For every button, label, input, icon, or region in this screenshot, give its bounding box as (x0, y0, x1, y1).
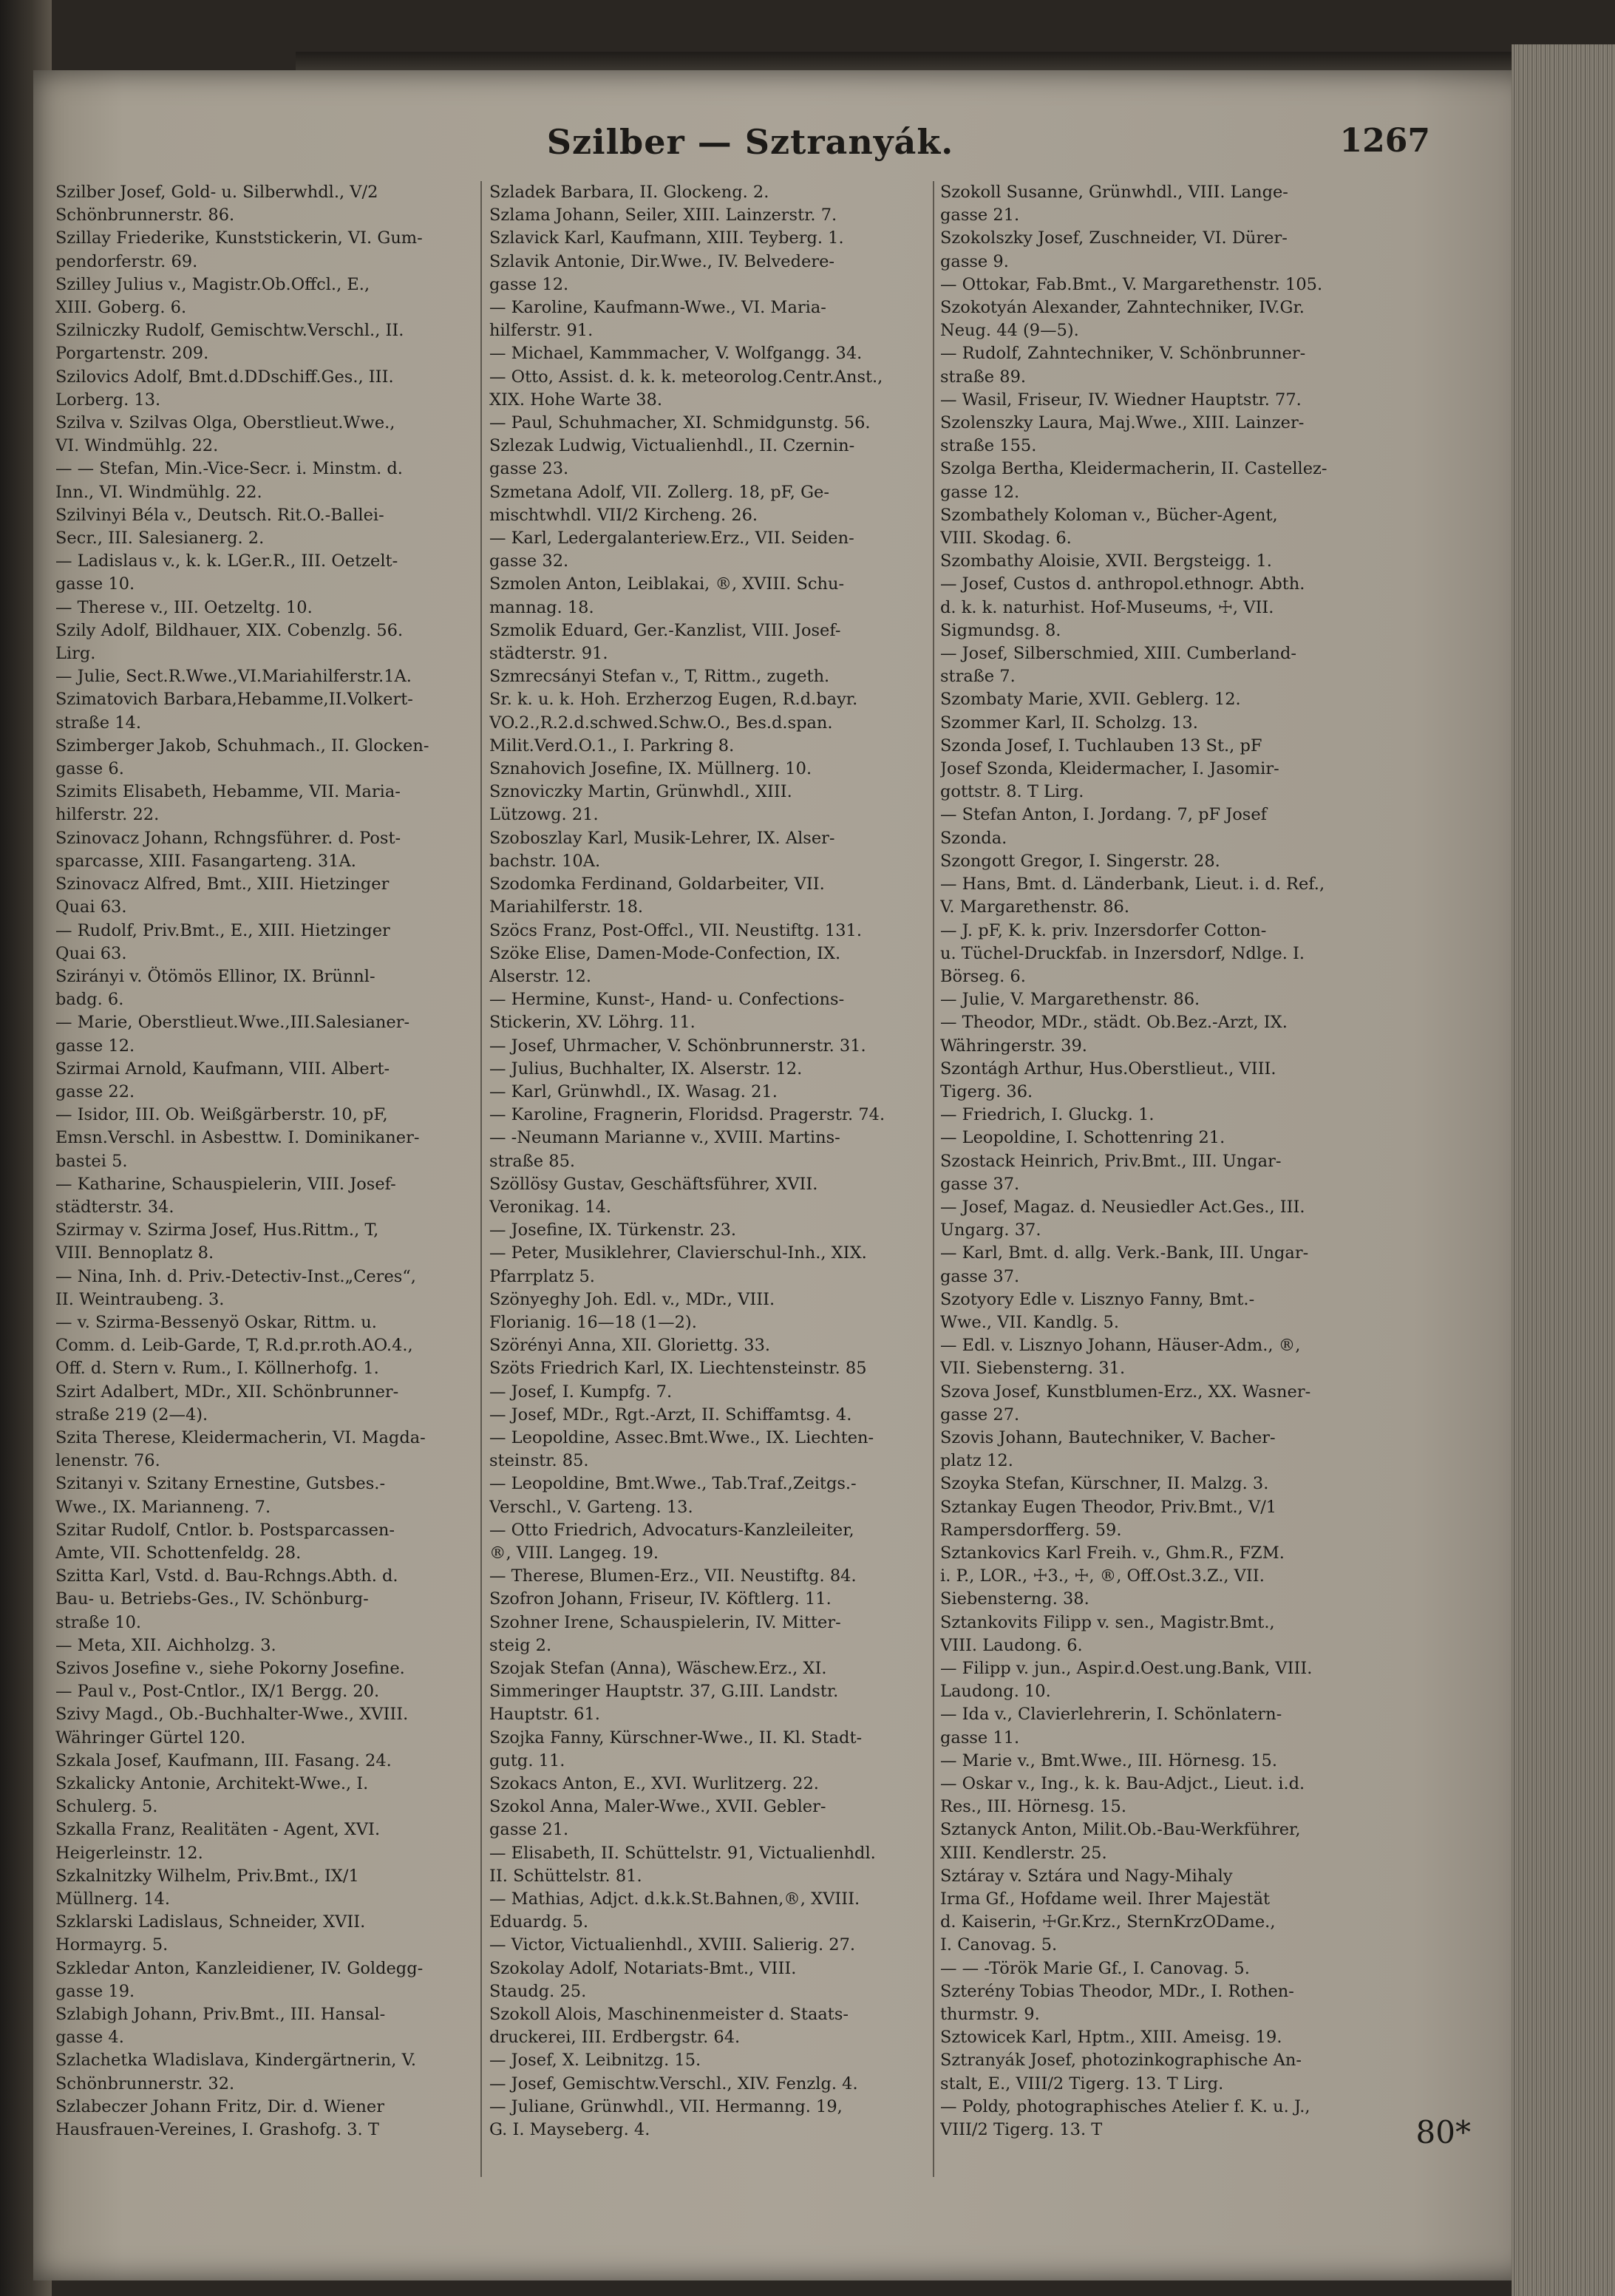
directory-line: Sztankovits Filipp v. sen., Magistr.Bmt., (940, 1612, 1275, 1632)
directory-line: hilferstr. 22. (55, 805, 160, 825)
directory-line: Szimatovich Barbara,Hebamme,II.Volkert- (55, 690, 413, 710)
directory-line: badg. 6. (55, 990, 124, 1010)
directory-line: — Therese v., III. Oetzeltg. 10. (55, 597, 313, 617)
directory-line: — Nina, Inh. d. Priv.-Detectiv-Inst.„Ceres“, (55, 1266, 416, 1286)
directory-line: Sigmundsg. 8. (940, 620, 1061, 640)
directory-line: u. Tüchel-Druckfab. in Inzersdorf, Ndlge. I. (940, 943, 1305, 963)
directory-line: Szonda Josef, I. Tuchlauben 13 St., pF (940, 736, 1262, 755)
directory-line: — Hermine, Kunst-, Hand- u. Confections- (489, 990, 845, 1010)
directory-line: mischtwhdl. VII/2 Kircheng. 26. (489, 505, 758, 525)
directory-line: gasse 27. (940, 1405, 1020, 1424)
directory-line: pendorferstr. 69. (55, 251, 198, 271)
directory-line: I. Canovag. 5. (940, 1935, 1058, 1955)
directory-column-1 (55, 181, 486, 2142)
signature-mark: 80* (1415, 2114, 1471, 2150)
directory-line: Szolga Bertha, Kleidermacherin, II. Castellez- (940, 459, 1327, 479)
directory-line: Szlavik Antonie, Dir.Wwe., IV. Belvedere- (489, 251, 835, 271)
directory-line: gasse 12. (489, 274, 569, 294)
directory-line: — Josef, X. Leibnitzg. 15. (489, 2051, 701, 2071)
directory-line: Szlezak Ludwig, Victualienhdl., II. Czernin- (489, 436, 855, 456)
directory-line: Neug. 44 (9—5). (940, 321, 1079, 341)
directory-line: — Peter, Musiklehrer, Clavierschul-Inh., XIX. (489, 1243, 867, 1263)
directory-line: — Rudolf, Priv.Bmt., E., XIII. Hietzinger (55, 920, 390, 940)
directory-line: gasse 37. (940, 1174, 1020, 1194)
directory-line: Pfarrplatz 5. (489, 1266, 595, 1286)
directory-line: — Theodor, MDr., städt. Ob.Bez.-Arzt, IX. (940, 1013, 1288, 1033)
directory-line: Szlabigh Johann, Priv.Bmt., III. Hansal- (55, 2005, 386, 2025)
directory-line: VIII/2 Tigerg. 13. T (940, 2120, 1103, 2140)
directory-line: Szmrecsányi Stefan v., T, Rittm., zugeth. (489, 667, 830, 687)
directory-line: Sztowicek Karl, Hptm., XIII. Ameisg. 19. (940, 2028, 1282, 2048)
directory-line: XIII. Goberg. 6. (55, 298, 187, 318)
directory-line: gasse 9. (940, 251, 1009, 271)
directory-line: — Karl, Ledergalanteriew.Erz., VII. Seiden- (489, 529, 854, 548)
directory-line: — Karl, Grünwhdl., IX. Wasag. 21. (489, 1081, 778, 1101)
directory-line: II. Weintraubeng. 3. (55, 1289, 225, 1309)
directory-line: gutg. 11. (489, 1750, 565, 1770)
directory-line: VIII. Skodag. 6. (940, 529, 1072, 548)
directory-line: Lorberg. 13. (55, 390, 161, 410)
directory-line: — Hans, Bmt. d. Länderbank, Lieut. i. d. Ref., (940, 874, 1325, 894)
directory-line: Sznahovich Josefine, IX. Müllnerg. 10. (489, 759, 812, 779)
directory-line: Stickerin, XV. Löhrg. 11. (489, 1013, 696, 1033)
directory-line: Szinovacz Johann, Rchngsführer. d. Post- (55, 828, 401, 848)
directory-line: — Leopoldine, Bmt.Wwe., Tab.Traf.,Zeitgs.- (489, 1474, 857, 1494)
directory-line: Comm. d. Leib-Garde, T, R.d.pr.roth.AO.4., (55, 1336, 413, 1356)
directory-line: Szokoll Alois, Maschinenmeister d. Staats- (489, 2005, 849, 2025)
directory-line: Szkalnitzky Wilhelm, Priv.Bmt., IX/1 (55, 1866, 359, 1886)
directory-line: VO.2.,R.2.d.schwed.Schw.O., Bes.d.span. (489, 713, 833, 733)
directory-line: d. k. k. naturhist. Hof-Museums, ☩, VII. (940, 597, 1274, 617)
directory-line: Schulerg. 5. (55, 1797, 158, 1817)
directory-line: druckerei, III. Erdbergstr. 64. (489, 2028, 741, 2048)
directory-line: Mariahilferstr. 18. (489, 897, 644, 917)
directory-line: Szily Adolf, Bildhauer, XIX. Cobenzlg. 56. (55, 620, 404, 640)
directory-line: — Josefine, IX. Türkenstr. 23. (489, 1220, 737, 1240)
directory-line: Szöcs Franz, Post-Offcl., VII. Neustiftg. 131. (489, 920, 862, 940)
directory-line: G. I. Mayseberg. 4. (489, 2120, 650, 2140)
directory-line: Szterény Tobias Theodor, MDr., I. Rothen- (940, 1981, 1294, 2001)
directory-line: gasse 6. (55, 759, 124, 779)
directory-line: Alserstr. 12. (489, 966, 592, 986)
directory-line: gottstr. 8. T Lirg. (940, 782, 1084, 802)
directory-line: Szinovacz Alfred, Bmt., XIII. Hietzinger (55, 874, 390, 894)
directory-line: — Therese, Blumen-Erz., VII. Neustiftg. 84. (489, 1566, 857, 1586)
directory-line: Börseg. 6. (940, 966, 1026, 986)
directory-line: gasse 21. (489, 1820, 569, 1840)
directory-line: — — -Török Marie Gf., I. Canovag. 5. (940, 1958, 1250, 1978)
directory-line: — Josef, I. Kumpfg. 7. (489, 1382, 673, 1402)
directory-line: Szmetana Adolf, VII. Zollerg. 18, pF, Ge- (489, 482, 829, 502)
directory-line: Milit.Verd.O.1., I. Parkring 8. (489, 736, 735, 755)
directory-line: — Rudolf, Zahntechniker, V. Schönbrunner- (940, 344, 1306, 364)
directory-line: Szirmay v. Szirma Josef, Hus.Rittm., T, (55, 1220, 379, 1240)
directory-line: — Edl. v. Lisznyo Johann, Häuser-Adm., ®, (940, 1336, 1301, 1356)
directory-line: ®, VIII. Langeg. 19. (489, 1543, 659, 1563)
directory-line: Szönyeghy Joh. Edl. v., MDr., VIII. (489, 1289, 775, 1309)
directory-line: Szitanyi v. Szitany Ernestine, Gutsbes.- (55, 1474, 386, 1494)
directory-line: — Filipp v. jun., Aspir.d.Oest.ung.Bank, VIII. (940, 1659, 1313, 1678)
directory-line: II. Schüttelstr. 81. (489, 1866, 642, 1886)
directory-line: Ungarg. 37. (940, 1220, 1041, 1240)
directory-line: Siebensterng. 38. (940, 1589, 1089, 1609)
directory-line: — Karl, Bmt. d. allg. Verk.-Bank, III. Ungar- (940, 1243, 1309, 1263)
directory-line: — Julie, V. Margarethenstr. 86. (940, 990, 1200, 1010)
directory-line: Secr., III. Salesianerg. 2. (55, 529, 265, 548)
directory-line: Szolenszky Laura, Maj.Wwe., XIII. Lainzer- (940, 413, 1305, 433)
directory-line: Währinger Gürtel 120. (55, 1728, 246, 1748)
directory-line: Lützowg. 21. (489, 805, 599, 825)
directory-line: Szklarski Ladislaus, Schneider, XVII. (55, 1912, 366, 1932)
directory-line: Bau- u. Betriebs-Ges., IV. Schönburg- (55, 1589, 369, 1609)
directory-line: Szirányi v. Ötömös Ellinor, IX. Brünnl- (55, 966, 375, 986)
directory-line: Schönbrunnerstr. 86. (55, 206, 235, 225)
directory-line: Szilniczky Rudolf, Gemischtw.Verschl., II. (55, 321, 404, 341)
directory-line: Szodomka Ferdinand, Goldarbeiter, VII. (489, 874, 825, 894)
directory-line: Szivy Magd., Ob.-Buchhalter-Wwe., XVIII. (55, 1705, 409, 1725)
directory-line: Szoyka Stefan, Kürschner, II. Malzg. 3. (940, 1474, 1269, 1494)
directory-line: — Michael, Kammmacher, V. Wolfgangg. 34. (489, 344, 863, 364)
directory-line: Sr. k. u. k. Hoh. Erzherzog Eugen, R.d.bayr. (489, 690, 858, 710)
directory-line: Szilley Julius v., Magistr.Ob.Offcl., E., (55, 274, 370, 294)
directory-line: Inn., VI. Windmühlg. 22. (55, 482, 262, 502)
directory-line: Szoboszlay Karl, Musik-Lehrer, IX. Alser- (489, 828, 835, 848)
directory-line: Simmeringer Hauptstr. 37, G.III. Landstr. (489, 1682, 839, 1702)
directory-line: d. Kaiserin, ☩Gr.Krz., SternKrzODame., (940, 1912, 1276, 1932)
directory-line: Szöts Friedrich Karl, IX. Liechtensteinstr. 85 (489, 1359, 867, 1379)
directory-line: — Ida v., Clavierlehrerin, I. Schönlatern- (940, 1705, 1282, 1725)
directory-line: VIII. Bennoplatz 8. (55, 1243, 214, 1263)
directory-line: Szkledar Anton, Kanzleidiener, IV. Goldegg- (55, 1958, 424, 1978)
directory-line: Laudong. 10. (940, 1682, 1051, 1702)
directory-line: gasse 19. (55, 1981, 135, 2001)
directory-line: — Isidor, III. Ob. Weißgärberstr. 10, pF, (55, 1105, 388, 1125)
directory-line: Josef Szonda, Kleidermacher, I. Jasomir- (940, 759, 1279, 779)
directory-line: — Ottokar, Fab.Bmt., V. Margarethenstr. 105. (940, 274, 1323, 294)
directory-line: Szombathely Koloman v., Bücher-Agent, (940, 505, 1278, 525)
directory-line: — J. pF, K. k. priv. Inzersdorfer Cotton- (940, 920, 1267, 940)
directory-line: Szkalicky Antonie, Architekt-Wwe., I. (55, 1774, 369, 1794)
directory-column-2 (489, 181, 919, 2142)
directory-line: stalt, E., VIII/2 Tigerg. 13. T Lirg. (940, 2073, 1224, 2093)
directory-column-3 (940, 181, 1391, 2142)
directory-line: Szmolik Eduard, Ger.-Kanzlist, VIII. Josef- (489, 620, 841, 640)
directory-line: — Friedrich, I. Gluckg. 1. (940, 1105, 1155, 1125)
directory-line: Szilva v. Szilvas Olga, Oberstlieut.Wwe., (55, 413, 395, 433)
directory-line: Quai 63. (55, 943, 127, 963)
directory-line: Szonda. (940, 828, 1007, 848)
directory-line: straße 155. (940, 436, 1037, 456)
directory-line: Szokoll Susanne, Grünwhdl., VIII. Lange- (940, 183, 1288, 202)
directory-line: Lirg. (55, 644, 96, 664)
directory-line: Szovis Johann, Bautechniker, V. Bacher- (940, 1427, 1276, 1447)
column-divider (933, 181, 934, 2177)
directory-line: bachstr. 10A. (489, 851, 601, 871)
directory-line: — Leopoldine, Assec.Bmt.Wwe., IX. Liechten- (489, 1427, 874, 1447)
directory-line: — Josef, MDr., Rgt.-Arzt, II. Schiffamtsg. 4. (489, 1405, 852, 1424)
directory-line: gasse 37. (940, 1266, 1020, 1286)
directory-line: gasse 21. (940, 206, 1020, 225)
directory-line: Szokolszky Josef, Zuschneider, VI. Dürer- (940, 228, 1288, 248)
directory-line: städterstr. 91. (489, 644, 608, 664)
directory-line: Szilovics Adolf, Bmt.d.DDschiff.Ges., III. (55, 367, 394, 387)
directory-line: lenenstr. 76. (55, 1451, 160, 1471)
directory-line: Staudg. 25. (489, 1981, 587, 2001)
directory-line: thurmstr. 9. (940, 2005, 1040, 2025)
directory-line: — v. Szirma-Bessenyö Oskar, Rittm. u. (55, 1312, 377, 1332)
directory-line: — Josef, Custos d. anthropol.ethnogr. Abth. (940, 574, 1305, 594)
directory-line: — Paul v., Post-Cntlor., IX/1 Bergg. 20. (55, 1682, 380, 1702)
directory-line: Sztáray v. Sztára und Nagy-Mihaly (940, 1866, 1233, 1886)
directory-line: — Josef, Uhrmacher, V. Schönbrunnerstr. 31. (489, 1036, 866, 1056)
directory-line: Szontágh Arthur, Hus.Oberstlieut., VIII. (940, 1059, 1276, 1079)
directory-line: Szimits Elisabeth, Hebamme, VII. Maria- (55, 782, 401, 802)
directory-line: — -Neumann Marianne v., XVIII. Martins- (489, 1128, 840, 1148)
directory-line: V. Margarethenstr. 86. (940, 897, 1130, 917)
directory-line: Szlavick Karl, Kaufmann, XIII. Teyberg. 1. (489, 228, 844, 248)
directory-line: Szirt Adalbert, MDr., XII. Schönbrunner- (55, 1382, 399, 1402)
directory-line: Währingerstr. 39. (940, 1036, 1087, 1056)
directory-line: Irma Gf., Hofdame weil. Ihrer Majestät (940, 1889, 1271, 1909)
directory-line: Szova Josef, Kunstblumen-Erz., XX. Wasner- (940, 1382, 1311, 1402)
directory-line: Sznoviczky Martin, Grünwhdl., XIII. (489, 782, 792, 802)
directory-line: — Leopoldine, I. Schottenring 21. (940, 1128, 1225, 1148)
directory-line: Quai 63. (55, 897, 127, 917)
directory-line: Szombaty Marie, XVII. Geblerg. 12. (940, 690, 1241, 710)
directory-line: — Elisabeth, II. Schüttelstr. 91, Victualienhdl. (489, 1843, 876, 1863)
directory-line: — Stefan Anton, I. Jordang. 7, pF Josef (940, 805, 1268, 825)
directory-line: Wwe., VII. Kandlg. 5. (940, 1312, 1119, 1332)
directory-line: Szokol Anna, Maler-Wwe., XVII. Gebler- (489, 1797, 826, 1817)
page-header (70, 122, 1430, 174)
directory-line: — Juliane, Grünwhdl., VII. Hermanng. 19, (489, 2096, 843, 2116)
directory-line: Szlabeczer Johann Fritz, Dir. d. Wiener (55, 2096, 384, 2116)
directory-line: i. P., LOR., ☩3., ☩, ®, Off.Ost.3.Z., VII. (940, 1566, 1265, 1586)
directory-line: — Julie, Sect.R.Wwe.,VI.Mariahilferstr.1A. (55, 667, 412, 687)
directory-line: platz 12. (940, 1451, 1013, 1471)
directory-line: Sztankovics Karl Freih. v., Ghm.R., FZM. (940, 1543, 1285, 1563)
directory-line: Szkalla Franz, Realitäten - Agent, XVI. (55, 1820, 381, 1840)
directory-line: steig 2. (489, 1635, 552, 1655)
directory-line: Szmolen Anton, Leiblakai, ®, XVIII. Schu- (489, 574, 845, 594)
directory-line: Szommer Karl, II. Scholzg. 13. (940, 713, 1198, 733)
directory-line: städterstr. 34. (55, 1197, 174, 1217)
directory-line: gasse 12. (940, 482, 1020, 502)
directory-line: mannag. 18. (489, 597, 594, 617)
directory-line: Szilvinyi Béla v., Deutsch. Rit.O.-Ballei- (55, 505, 384, 525)
directory-line: — Paul, Schuhmacher, XI. Schmidgunstg. 56. (489, 413, 871, 433)
directory-line: Szladek Barbara, II. Glockeng. 2. (489, 183, 769, 202)
directory-line: — Oskar v., Ing., k. k. Bau-Adjct., Lieut. i.d. (940, 1774, 1305, 1794)
directory-line: Sztankay Eugen Theodor, Priv.Bmt., V/1 (940, 1497, 1277, 1517)
directory-line: — Josef, Gemischtw.Verschl., XIV. Fenzlg. 4. (489, 2073, 858, 2093)
directory-line: Szokacs Anton, E., XVI. Wurlitzerg. 22. (489, 1774, 819, 1794)
directory-line: Szöke Elise, Damen-Mode-Confection, IX. (489, 943, 841, 963)
directory-line: gasse 12. (55, 1036, 135, 1056)
directory-line: Szita Therese, Kleidermacherin, VI. Magda- (55, 1427, 426, 1447)
directory-line: gasse 11. (940, 1728, 1020, 1748)
directory-line: Müllnerg. 14. (55, 1889, 170, 1909)
directory-line: — Ladislaus v., k. k. LGer.R., III. Oetzelt- (55, 551, 398, 571)
directory-line: straße 14. (55, 713, 142, 733)
page-edges (1512, 44, 1615, 2296)
directory-line: Heigerleinstr. 12. (55, 1843, 203, 1863)
directory-line: bastei 5. (55, 1151, 128, 1171)
directory-line: gasse 4. (55, 2028, 124, 2048)
directory-line: — Mathias, Adjct. d.k.k.St.Bahnen,®, XVIII. (489, 1889, 860, 1909)
directory-line: Szimberger Jakob, Schuhmach., II. Glocken- (55, 736, 429, 755)
directory-line: Szofron Johann, Friseur, IV. Köftlerg. 11. (489, 1589, 832, 1609)
directory-line: Tigerg. 36. (940, 1081, 1033, 1101)
page-number: 1267 (1339, 122, 1430, 160)
directory-line: Szostack Heinrich, Priv.Bmt., III. Ungar- (940, 1151, 1282, 1171)
directory-line: — Josef, Magaz. d. Neusiedler Act.Ges., III. (940, 1197, 1305, 1217)
directory-line: Szombathy Aloisie, XVII. Bergsteigg. 1. (940, 551, 1272, 571)
directory-line: Sztanyck Anton, Milit.Ob.-Bau-Werkführer, (940, 1820, 1301, 1840)
directory-line: gasse 22. (55, 1081, 135, 1101)
directory-line: VI. Windmühlg. 22. (55, 436, 219, 456)
directory-line: straße 85. (489, 1151, 576, 1171)
directory-line: Off. d. Stern v. Rum., I. Köllnerhofg. 1. (55, 1359, 379, 1379)
directory-line: — Meta, XII. Aichholzg. 3. (55, 1635, 276, 1655)
directory-line: Szörényi Anna, XII. Gloriettg. 33. (489, 1336, 771, 1356)
directory-line: Hauptstr. 61. (489, 1705, 600, 1725)
directory-line: Szokolay Adolf, Notariats-Bmt., VIII. (489, 1958, 797, 1978)
directory-line: Res., III. Hörnesg. 15. (940, 1797, 1126, 1817)
directory-line: — Victor, Victualienhdl., XVIII. Salierig. 27. (489, 1935, 856, 1955)
directory-line: straße 7. (940, 667, 1016, 687)
directory-line: Szlachetka Wladislava, Kindergärtnerin, V. (55, 2051, 417, 2071)
directory-line: Szohner Irene, Schauspielerin, IV. Mitter- (489, 1612, 841, 1632)
directory-line: sparcasse, XIII. Fasangarteng. 31A. (55, 851, 356, 871)
directory-line: — Josef, Silberschmied, XIII. Cumberland- (940, 644, 1296, 664)
directory-line: Szillay Friederike, Kunststickerin, VI. Gum- (55, 228, 423, 248)
directory-line: — Katharine, Schauspielerin, VIII. Josef- (55, 1174, 396, 1194)
directory-line: Wwe., IX. Marianneng. 7. (55, 1497, 271, 1517)
directory-line: — Otto Friedrich, Advocaturs-Kanzleileiter, (489, 1520, 854, 1540)
directory-line: Szöllösy Gustav, Geschäftsführer, XVII. (489, 1174, 818, 1194)
directory-line: Verschl., V. Garteng. 13. (489, 1497, 693, 1517)
directory-line: — Julius, Buchhalter, IX. Alserstr. 12. (489, 1059, 803, 1079)
directory-line: XIII. Kendlerstr. 25. (940, 1843, 1107, 1863)
directory-line: gasse 32. (489, 551, 569, 571)
directory-line: — Marie v., Bmt.Wwe., III. Hörnesg. 15. (940, 1750, 1277, 1770)
directory-line: — Otto, Assist. d. k. k. meteorolog.Centr.Anst., (489, 367, 883, 387)
directory-line: Szotyory Edle v. Lisznyo Fanny, Bmt.- (940, 1289, 1255, 1309)
directory-line: Szitta Karl, Vstd. d. Bau-Rchngs.Abth. d. (55, 1566, 398, 1586)
directory-line: Amte, VII. Schottenfeldg. 28. (55, 1543, 302, 1563)
directory-line: — Poldy, photographisches Atelier f. K. u. J., (940, 2096, 1310, 2116)
directory-line: Szojka Fanny, Kürschner-Wwe., II. Kl. Stadt- (489, 1728, 863, 1748)
directory-line: straße 219 (2—4). (55, 1405, 208, 1424)
directory-line: — Marie, Oberstlieut.Wwe.,III.Salesianer- (55, 1013, 410, 1033)
directory-line: VII. Siebensterng. 31. (940, 1359, 1126, 1379)
directory-line: gasse 10. (55, 574, 135, 594)
directory-line: — Karoline, Kaufmann-Wwe., VI. Maria- (489, 298, 826, 318)
directory-line: Szojak Stefan (Anna), Wäschew.Erz., XI. (489, 1659, 827, 1678)
directory-line: — Wasil, Friseur, IV. Wiedner Hauptstr. 77. (940, 390, 1302, 410)
directory-line: gasse 23. (489, 459, 569, 479)
directory-line: Szkala Josef, Kaufmann, III. Fasang. 24. (55, 1750, 392, 1770)
directory-line: Rampersdorfferg. 59. (940, 1520, 1122, 1540)
directory-line: XIX. Hohe Warte 38. (489, 390, 662, 410)
directory-line: Szilber Josef, Gold- u. Silberwhdl., V/2 (55, 183, 378, 202)
directory-line: Szirmai Arnold, Kaufmann, VIII. Albert- (55, 1059, 390, 1079)
directory-line: Porgartenstr. 209. (55, 344, 209, 364)
directory-line: Emsn.Verschl. in Asbesttw. I. Dominikaner- (55, 1128, 420, 1148)
directory-line: straße 10. (55, 1612, 142, 1632)
directory-line: Veronikag. 14. (489, 1197, 612, 1217)
directory-line: hilferstr. 91. (489, 321, 594, 341)
directory-line: — Karoline, Fragnerin, Floridsd. Pragerstr. 74. (489, 1105, 885, 1125)
directory-line: Sztranyák Josef, photozinkographische An- (940, 2051, 1302, 2071)
directory-line: straße 89. (940, 367, 1027, 387)
directory-line: Hausfrauen-Vereines, I. Grashofg. 3. T (55, 2120, 379, 2140)
directory-line: Szokotyán Alexander, Zahntechniker, IV.Gr. (940, 298, 1305, 318)
directory-line: Szivos Josefine v., siehe Pokorny Josefine. (55, 1659, 405, 1678)
directory-line: Schönbrunnerstr. 32. (55, 2073, 235, 2093)
directory-line: Szitar Rudolf, Cntlor. b. Postsparcassen- (55, 1520, 395, 1540)
directory-line: — — Stefan, Min.-Vice-Secr. i. Minstm. d. (55, 459, 403, 479)
directory-line: Hormayrg. 5. (55, 1935, 169, 1955)
directory-line: Eduardg. 5. (489, 1912, 589, 1932)
running-head: Szilber — Sztranyák. (546, 122, 954, 162)
directory-line: Florianig. 16—18 (1—2). (489, 1312, 697, 1332)
directory-line: Szlama Johann, Seiler, XIII. Lainzerstr. 7. (489, 206, 837, 225)
directory-line: VIII. Laudong. 6. (940, 1635, 1083, 1655)
directory-line: steinstr. 85. (489, 1451, 589, 1471)
directory-line: Szongott Gregor, I. Singerstr. 28. (940, 851, 1220, 871)
